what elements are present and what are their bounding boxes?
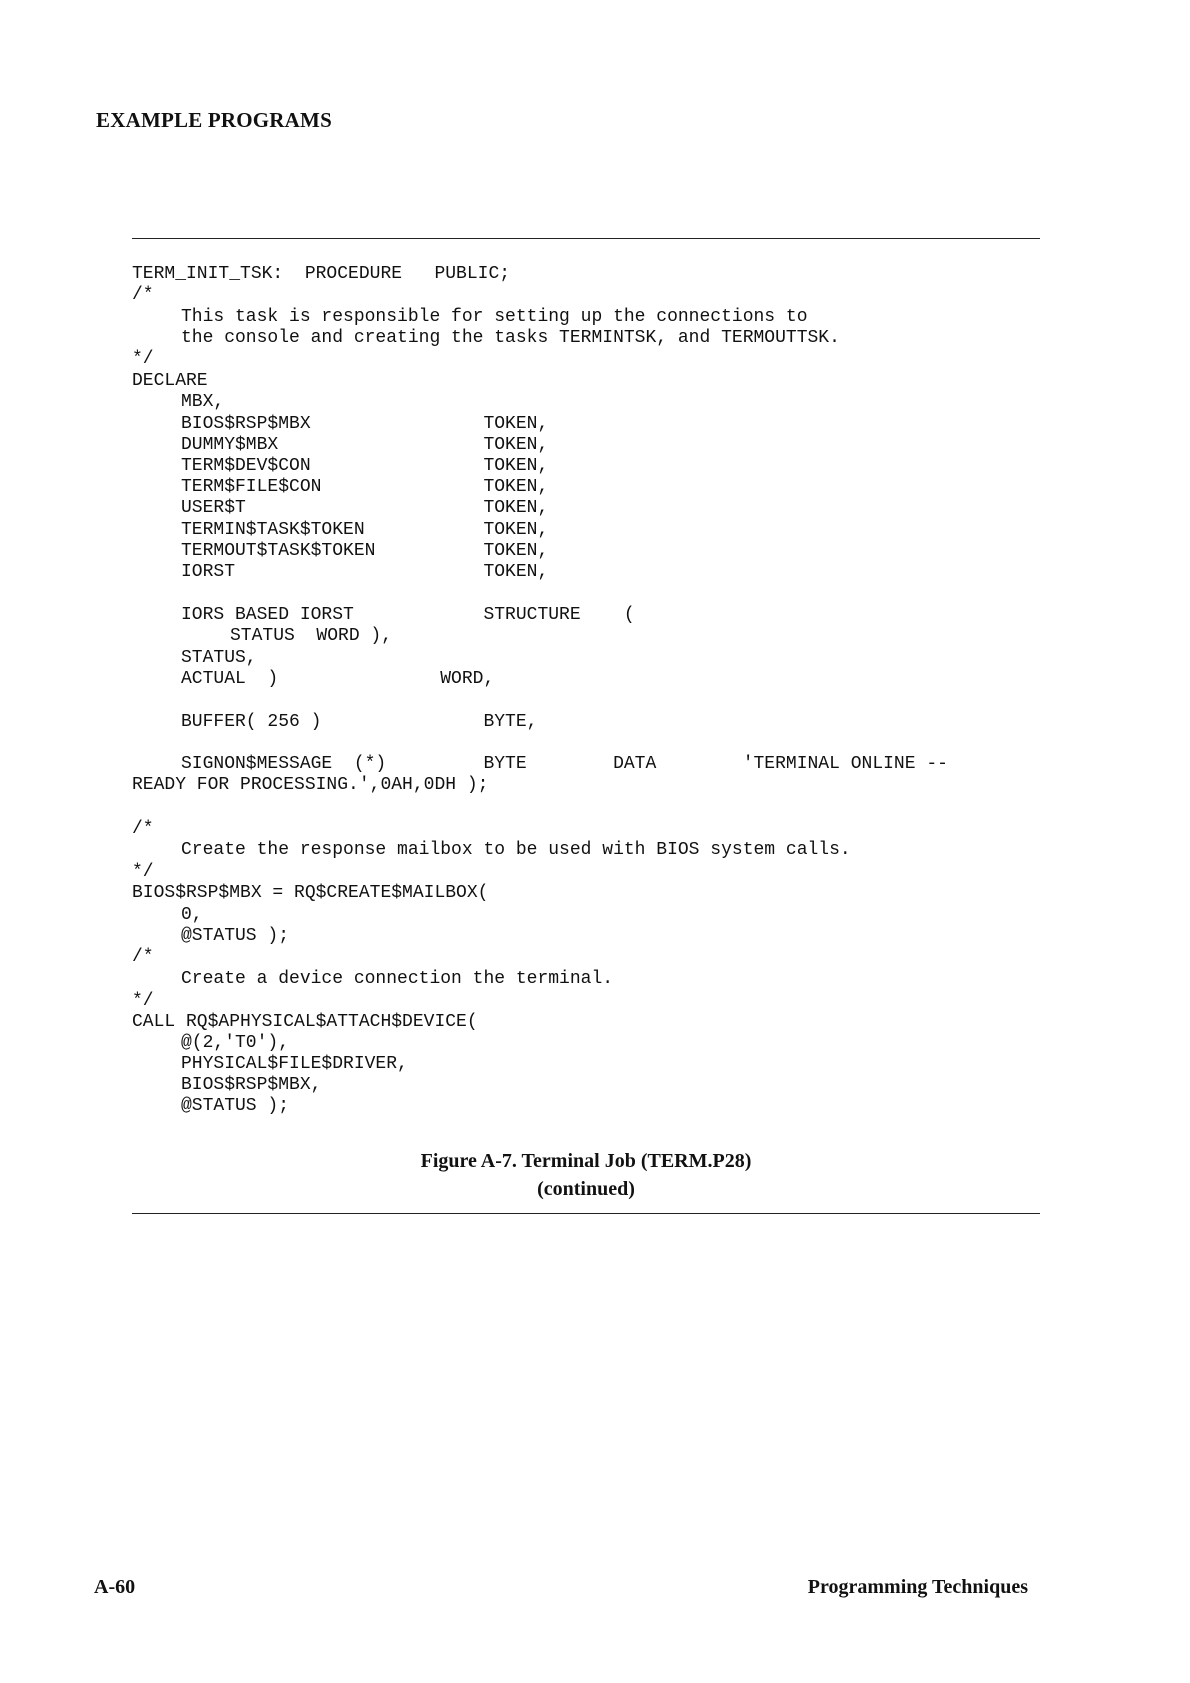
code-line: /*: [132, 285, 154, 305]
code-line: STATUS,: [181, 648, 257, 668]
code-line: DECLARE: [132, 371, 208, 391]
code-line: the console and creating the tasks TERMINTSK, and TERMOUTTSK.: [181, 328, 840, 348]
code-line: PHYSICAL$FILE$DRIVER,: [181, 1054, 408, 1074]
top-rule: [132, 238, 1040, 239]
code-line: BIOS$RSP$MBX,: [181, 1075, 322, 1095]
code-line: ACTUAL ) WORD,: [181, 669, 495, 689]
code-line: SIGNON$MESSAGE (*) BYTE DATA 'TERMINAL ONLINE --: [181, 754, 948, 774]
code-line: USER$T TOKEN,: [181, 498, 549, 518]
code-line: */: [132, 862, 154, 882]
code-line: BIOS$RSP$MBX TOKEN,: [181, 414, 549, 434]
code-line: /*: [132, 947, 154, 967]
code-line: @(2,'T0'),: [181, 1033, 290, 1053]
code-listing: [132, 264, 1052, 1124]
code-line: */: [132, 991, 154, 1011]
code-line: BIOS$RSP$MBX = RQ$CREATE$MAILBOX(: [132, 883, 489, 903]
page-number: A-60: [94, 1576, 136, 1598]
code-line: READY FOR PROCESSING.',0AH,0DH );: [132, 775, 489, 795]
code-line: TERM$FILE$CON TOKEN,: [181, 477, 549, 497]
section-title: EXAMPLE PROGRAMS: [96, 108, 332, 132]
chapter-title: Programming Techniques: [807, 1576, 1028, 1598]
code-line: TERM_INIT_TSK: PROCEDURE PUBLIC;: [132, 264, 511, 284]
code-line: IORST TOKEN,: [181, 562, 549, 582]
code-line: TERMOUT$TASK$TOKEN TOKEN,: [181, 541, 549, 561]
code-line: BUFFER( 256 ) BYTE,: [181, 712, 538, 732]
code-line: /*: [132, 819, 154, 839]
code-line: DUMMY$MBX TOKEN,: [181, 435, 549, 455]
code-line: Create the response mailbox to be used with BIOS system calls.: [181, 840, 851, 860]
code-line: Create a device connection the terminal.: [181, 969, 614, 989]
code-line: This task is responsible for setting up the connections to: [181, 307, 808, 327]
figure-caption: Figure A-7. Terminal Job (TERM.P28): [420, 1150, 752, 1172]
code-line: @STATUS );: [181, 926, 290, 946]
code-line: STATUS WORD ),: [230, 626, 393, 646]
code-line: CALL RQ$APHYSICAL$ATTACH$DEVICE(: [132, 1012, 478, 1032]
code-line: IORS BASED IORST STRUCTURE (: [181, 605, 635, 625]
code-line: MBX,: [181, 392, 225, 412]
code-line: */: [132, 349, 154, 369]
figure-caption-continued: (continued): [537, 1178, 635, 1200]
code-line: TERM$DEV$CON TOKEN,: [181, 456, 549, 476]
code-line: TERMIN$TASK$TOKEN TOKEN,: [181, 520, 549, 540]
bottom-rule: [132, 1213, 1040, 1214]
code-line: @STATUS );: [181, 1096, 290, 1116]
code-line: 0,: [181, 905, 203, 925]
